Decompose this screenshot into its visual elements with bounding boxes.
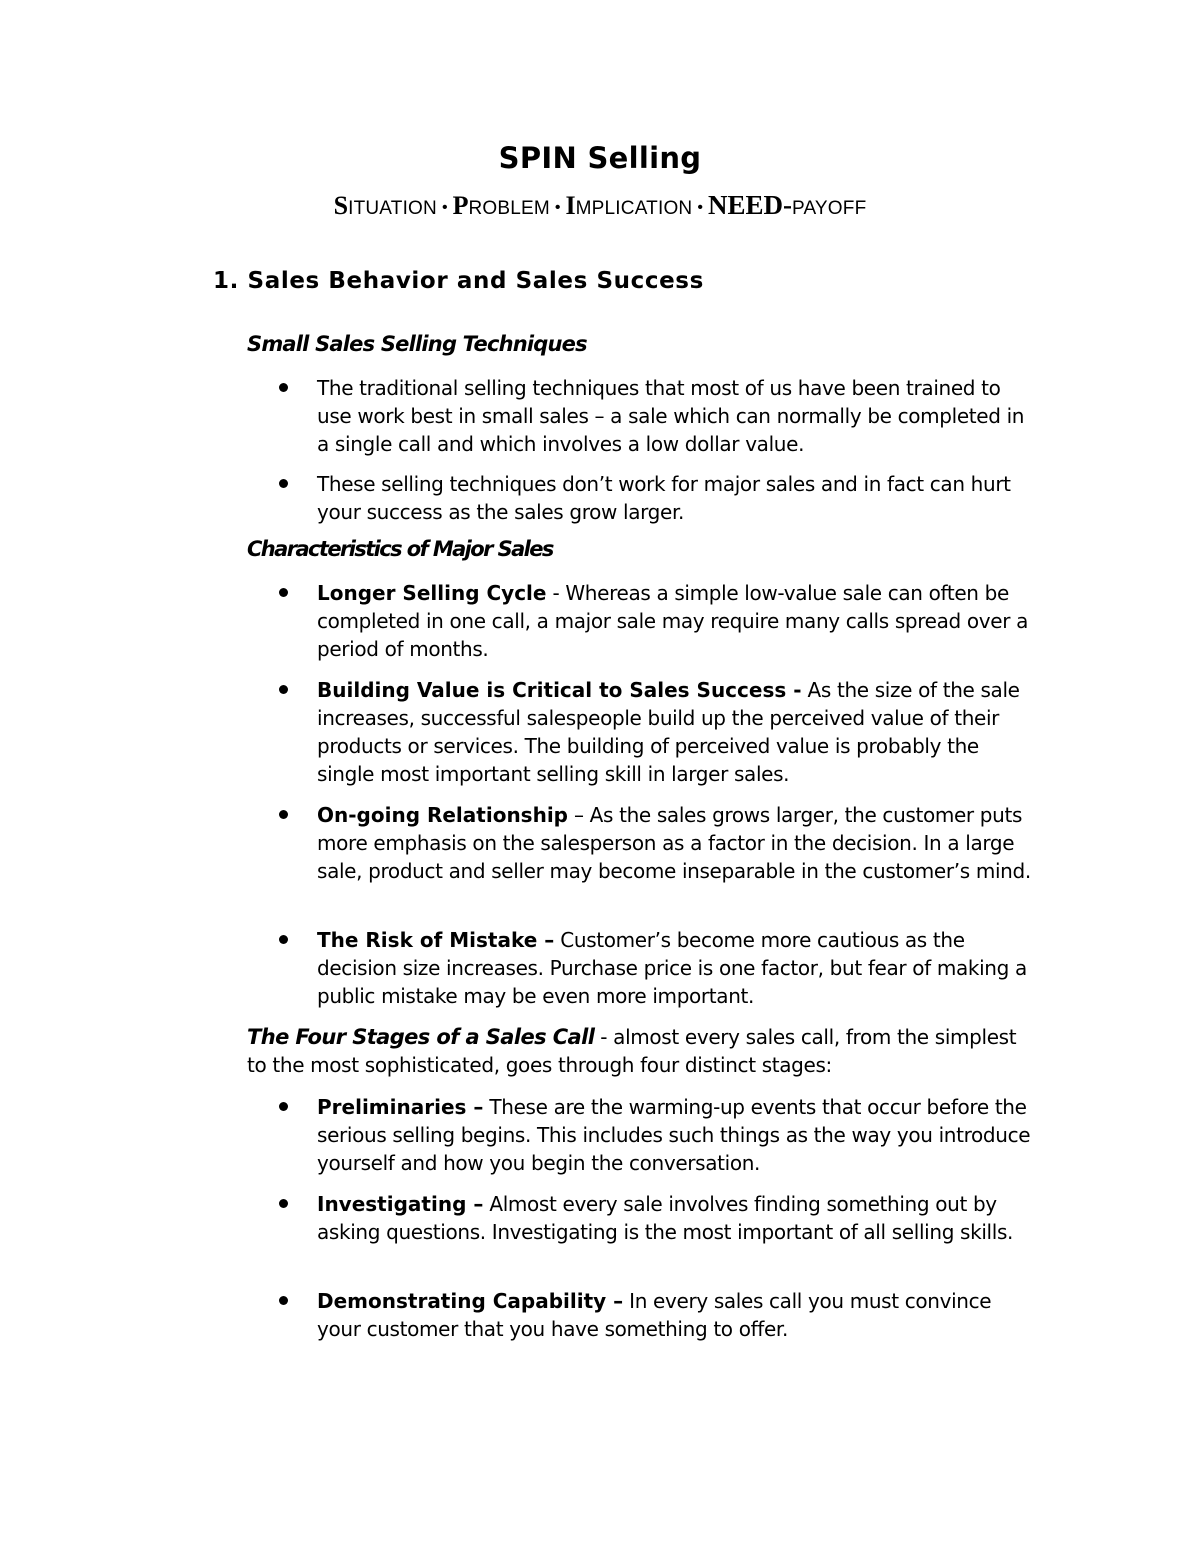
list-item-term: Preliminaries – [317, 1095, 484, 1119]
list-item-description: In every sales call you must convince your customer that you have something to offer. [317, 1289, 992, 1341]
list-item-term: Demonstrating Capability – [317, 1289, 624, 1313]
four-stages-intro: - almost every sales call, from the simplest to the most sophisticated, goes through four distinct stages: [247, 1025, 1017, 1077]
bullet-icon [279, 1296, 288, 1305]
list-item-description: As the size of the sale increases, successful salespeople build up the perceived value of their products or services. The building of perceived value is probably the single most important selling skill in larger sales. [317, 678, 1020, 786]
subtitle-need: NEED- [707, 190, 792, 220]
list-item-description: – As the sales grows larger, the customer puts more emphasis on the salesperson as a factor in the decision. In a large sale, product and seller may become inseparable in the customer’s mind. [317, 803, 1031, 883]
bullet-icon [279, 383, 288, 392]
subtitle-separator: • [441, 199, 448, 216]
four-stages-heading: The Four Stages of a Sales Call [247, 1025, 595, 1049]
bullet-icon [279, 1102, 288, 1111]
four-stages-paragraph [247, 1023, 1037, 1079]
list-item-text [317, 1287, 1037, 1343]
list-item-description: These are the warming-up events that occur before the serious selling begins. This includes such things as the way you introduce yourself and how you begin the conversation. [317, 1095, 1031, 1175]
list-item-term: Investigating – [317, 1192, 484, 1216]
list-item-term: The Risk of Mistake – [317, 928, 555, 952]
subtitle-situation-rest: ITUATION [348, 198, 437, 219]
bullet-icon [279, 1199, 288, 1208]
list-item-description: - Whereas a simple low-value sale can often be completed in one call, a major sale may require many calls spread over a period of months. [317, 581, 1029, 661]
major-sales-heading: Characteristics of Major Sales [247, 537, 553, 561]
subtitle-problem-rest: ROBLEM [468, 198, 550, 219]
subtitle-separator: • [697, 199, 703, 216]
list-item-term: On-going Relationship [317, 803, 568, 827]
list-item-description: Customer’s become more cautious as the decision size increases. Purchase price is one factor, but fear of making a public mistake may be even more important. [317, 928, 1027, 1008]
list-item-text: These selling techniques don’t work for major sales and in fact can hurt your success as the sales grow larger. [317, 472, 1011, 524]
list-item-text: The traditional selling techniques that most of us have been trained to use work best in small sales – a sale which can normally be completed in a single call and which involves a low dollar value. [317, 376, 1025, 456]
subtitle-separator: • [554, 199, 561, 216]
subtitle-implication-rest: MPLICATION [575, 198, 693, 219]
subtitle-situation-initial: S [333, 191, 349, 220]
list-item-text [317, 801, 1037, 885]
section-heading: 1. Sales Behavior and Sales Success [213, 268, 704, 294]
subtitle-payoff: PAYOFF [791, 198, 867, 219]
bullet-icon [279, 810, 288, 819]
small-sales-heading: Small Sales Selling Techniques [247, 332, 587, 356]
list-item-text [317, 926, 1037, 1010]
document-subtitle [0, 190, 1200, 221]
list-item-text [317, 1093, 1037, 1177]
list-item-text [317, 1190, 1037, 1246]
list-item-term: Longer Selling Cycle [317, 581, 547, 605]
list-item-term: Building Value is Critical to Sales Success - [317, 678, 802, 702]
subtitle-implication-initial: I [565, 191, 576, 220]
list-item-description: Almost every sale involves finding something out by asking questions. Investigating is the most important of all selling skills. [317, 1192, 1014, 1244]
subtitle-problem-initial: P [452, 191, 469, 220]
bullet-icon [279, 935, 288, 944]
bullet-icon [279, 479, 288, 488]
bullet-icon [279, 685, 288, 694]
bullet-icon [279, 588, 288, 597]
list-item-text [317, 579, 1037, 663]
document-title: SPIN Selling [498, 141, 702, 175]
list-item-text [317, 676, 1037, 788]
